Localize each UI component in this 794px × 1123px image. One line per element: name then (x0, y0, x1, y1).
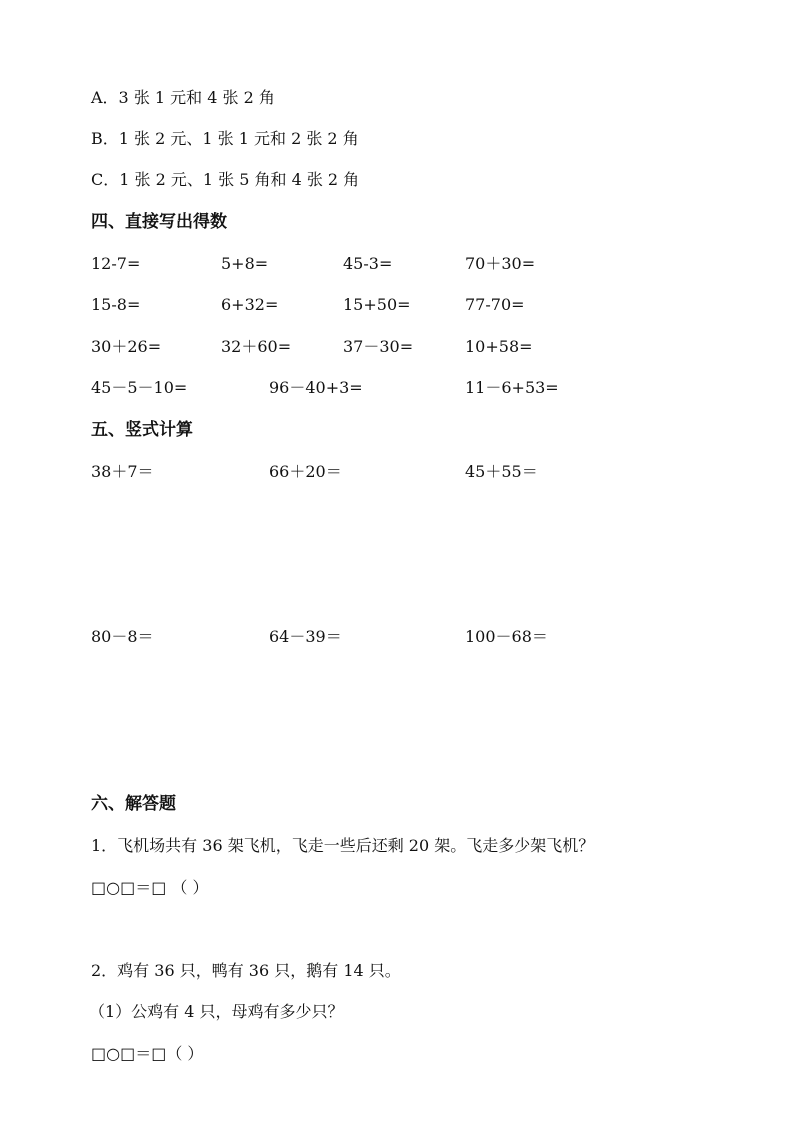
question-2: 2．鸡有 36 只，鸭有 36 只，鹅有 14 只。 (91, 961, 401, 980)
vertical-calc-item: 38＋7＝ (91, 462, 154, 481)
vertical-calc-item: 66＋20＝ (269, 462, 342, 481)
calc-item: 45－5－10= (91, 378, 188, 397)
question-1: 1．飞机场共有 36 架飞机，飞走一些后还剩 20 架。飞走多少架飞机？ (91, 836, 595, 855)
section-4-title: 四、直接写出得数 (91, 212, 227, 232)
vertical-calc-item: 80－8＝ (91, 627, 154, 646)
section-5-title: 五、竖式计算 (91, 420, 193, 440)
calc-item: 32＋60= (221, 337, 292, 356)
calc-item: 37－30= (343, 337, 414, 356)
calc-item: 30＋26= (91, 337, 162, 356)
section-6-title: 六、解答题 (91, 794, 176, 814)
vertical-calc-item: 45＋55＝ (465, 462, 538, 481)
calc-item: 6+32= (221, 295, 279, 314)
vertical-calc-item: 100－68＝ (465, 627, 548, 646)
calc-item: 77-70= (465, 295, 525, 314)
calc-item: 11－6+53= (465, 378, 559, 397)
option-a: A．3 张 1 元和 4 张 2 角 (91, 88, 275, 107)
option-c: C．1 张 2 元、1 张 5 角和 4 张 2 角 (91, 170, 360, 189)
calc-item: 45-3= (343, 254, 393, 273)
question-2-sub-1-answer: □○□＝□（ ） (91, 1044, 204, 1063)
calc-item: 10+58= (465, 337, 533, 356)
calc-item: 96－40+3= (269, 378, 363, 397)
calc-item: 12-7= (91, 254, 141, 273)
calc-item: 70＋30= (465, 254, 536, 273)
question-2-sub-1: （1）公鸡有 4 只，母鸡有多少只？ (89, 1002, 344, 1021)
question-1-answer: □○□＝□ （ ） (91, 878, 209, 897)
calc-item: 15+50= (343, 295, 411, 314)
vertical-calc-item: 64－39＝ (269, 627, 342, 646)
option-b: B．1 张 2 元、1 张 1 元和 2 张 2 角 (91, 129, 359, 148)
calc-item: 15-8= (91, 295, 141, 314)
calc-item: 5+8= (221, 254, 269, 273)
